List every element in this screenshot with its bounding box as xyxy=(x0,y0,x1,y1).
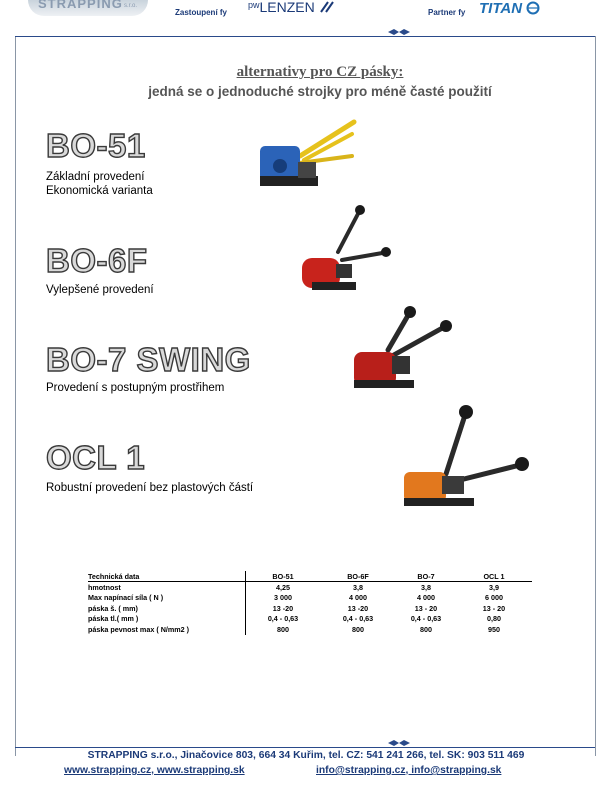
product-desc-ocl1 xyxy=(46,481,253,495)
table-cell: 4 000 xyxy=(417,593,435,603)
table-cell: Max napínací síla ( N ) xyxy=(88,593,246,604)
table-cell: 800 xyxy=(277,624,289,634)
table-header-cell: BO-6F xyxy=(320,571,396,582)
bo51-tool-image xyxy=(252,116,362,194)
product-desc-line: Robustní provedení bez plastových částí xyxy=(46,482,254,494)
footer-address: STRAPPING s.r.o., Jinačovice 803, 664 34 Kuřim, tel. CZ: 541 241 266, tel. SK: 903 511 469 xyxy=(87,750,525,761)
table-cell: páska tl.( mm ) xyxy=(88,614,246,625)
table-cell: 800 xyxy=(420,624,432,634)
logo-text: STRAPPING xyxy=(38,0,123,11)
product-name-bo51: BO-51 xyxy=(46,127,146,164)
product-desc-line: Základní provedení xyxy=(46,171,145,183)
product-desc-line: Ekonomická varianta xyxy=(46,185,153,197)
table-cell: 0,4 - 0,63 xyxy=(342,614,374,624)
table-cell: 13 -20 xyxy=(272,603,294,613)
titan-globe-icon xyxy=(526,1,540,15)
table-cell: 13 -20 xyxy=(347,603,369,613)
spec-table xyxy=(88,571,532,635)
divider-mark-icon xyxy=(388,29,410,35)
bottom-divider xyxy=(15,747,595,748)
product-name-bo7: BO-7 SWING xyxy=(46,341,251,378)
table-cell: hmotnost xyxy=(88,582,246,593)
titan-logo xyxy=(479,0,540,17)
table-row xyxy=(88,624,532,635)
table-header-cell: OCL 1 xyxy=(456,571,532,582)
table-cell: páska š. ( mm) xyxy=(88,603,246,614)
top-divider xyxy=(15,36,595,37)
table-cell: 950 xyxy=(488,624,500,634)
table-row xyxy=(88,603,532,614)
bo7-tool-image xyxy=(348,300,458,392)
table-header-cell: Technická data xyxy=(88,571,246,582)
table-row xyxy=(88,614,532,625)
table-cell: 4,25 xyxy=(276,582,290,592)
strapping-logo xyxy=(28,0,148,16)
lenzen-logo xyxy=(248,0,337,15)
table-cell: 13 - 20 xyxy=(414,603,438,613)
footer-web-link[interactable]: www.strapping.cz, www.strapping.sk xyxy=(64,765,245,776)
footer-email-link[interactable]: info@strapping.cz, info@strapping.sk xyxy=(316,765,502,776)
product-desc-bo6f xyxy=(46,283,154,297)
table-cell: 6 000 xyxy=(485,593,503,603)
table-cell: 800 xyxy=(352,624,364,634)
page-title: alternativy pro CZ pásky: xyxy=(236,64,404,80)
table-row xyxy=(88,593,532,604)
lenzen-name: LENZEN xyxy=(259,0,315,15)
product-desc-line: Provedení s postupným prostřihem xyxy=(46,382,225,394)
product-desc-line: Vylepšené provedení xyxy=(46,284,154,296)
table-cell: páska pevnost max ( N/mm2 ) xyxy=(88,624,246,635)
product-desc-bo51 xyxy=(46,170,153,198)
lenzen-swoosh-icon xyxy=(319,1,337,13)
table-cell: 3,8 xyxy=(353,582,363,592)
table-cell: 3,8 xyxy=(421,582,431,592)
page-subtitle: jedná se o jednoduché strojky pro méně časté použití xyxy=(148,84,492,99)
product-name-ocl1: OCL 1 xyxy=(46,439,146,476)
table-header-row xyxy=(88,571,532,582)
table-header-cell: BO-51 xyxy=(246,571,321,582)
table-cell: 0,4 - 0,63 xyxy=(267,614,299,624)
bo6f-tool-image xyxy=(296,200,396,292)
product-name-bo6f: BO-6F xyxy=(46,242,148,279)
represented-label: Zastoupení fy xyxy=(175,8,228,17)
logo-subtext: s.r.o. xyxy=(124,3,138,9)
table-cell: 4 000 xyxy=(349,593,367,603)
ocl1-tool-image xyxy=(400,402,530,510)
table-cell: 0,80 xyxy=(487,614,501,624)
table-header-cell: BO-7 xyxy=(396,571,456,582)
table-row xyxy=(88,582,532,593)
table-cell: 13 - 20 xyxy=(482,603,506,613)
partner-label: Partner fy xyxy=(428,8,466,17)
table-cell: 0,4 - 0,63 xyxy=(410,614,442,624)
titan-name: TITAN xyxy=(479,0,523,17)
table-cell: 3,9 xyxy=(489,582,499,592)
table-cell: 3 000 xyxy=(274,593,292,603)
product-desc-bo7 xyxy=(46,381,224,395)
divider-mark-icon xyxy=(388,740,410,746)
lenzen-pw: pw xyxy=(248,0,260,10)
